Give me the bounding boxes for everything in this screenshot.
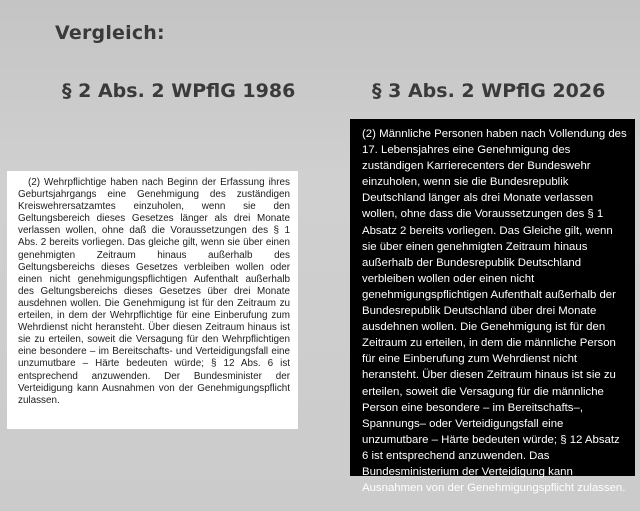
law-text-2026-panel	[350, 119, 635, 495]
law-text-1986: (2) Wehrpflichtige haben nach Beginn der Erfassung ihres Geburtsjahrgangs eine Genehmigung des zuständigen Kreiswehrersatzamtes einzuholen, wenn sie den Geltungsbereich dieses Gesetzes länger als drei Monate verlassen wollen, ohne daß die Voraussetzungen des § 1 Abs. 2 bereits vorliegen. Das gleiche gilt, wenn sie über einen genehmigten Zeitraum hinaus außerhalb des Geltungsbereichs dieses Gesetzes verbleiben wollen oder einen nicht genehmigungspflichtigen Aufenthalt außerhalb des Geltungsbereichs dieses Gesetzes über drei Monate ausdehnen wollen. Die Genehmigung ist für den Zeitraum zu erteilen, in dem der Wehrpflichtige für eine Einberufung zum Wehrdienst nicht heransteht. Über diesen Zeitraum hinaus ist sie zu erteilen, soweit die Versagung für den Wehrpflichtigen eine besondere – im Bereitschafts- und Verteidigungsfall eine unzumutbare – Härte bedeuten würde; § 12 Abs. 6 ist entsprechend anzuwenden. Der Bundesminister der Verteidigung kann Ausnahmen von der Genehmigungspflicht zulassen.	[18, 177, 290, 406]
right-heading: § 3 Abs. 2 WPflG 2026	[372, 80, 606, 102]
page-title: Vergleich:	[55, 22, 165, 44]
law-text-1986-panel	[7, 171, 298, 429]
law-text-2026: (2) Männliche Personen haben nach Vollendung des 17. Lebensjahres eine Genehmigung des zuständigen Karrierecenters der Bundeswehr einzuholen, wenn sie die Bundesrepublik Deutschland länger als drei Monate verlassen wollen, ohne dass die Voraussetzungen des § 1 Absatz 2 bereits vorliegen. Das Gleiche gilt, wenn sie über einen genehmigten Zeitraum hinaus außerhalb der Bundesrepublik Deutschland verbleiben wollen oder einen nicht genehmigungspflichtigen Aufenthalt außerhalb der Bundesrepublik Deutschland über drei Monate ausdehnen wollen. Die Genehmigung ist für den Zeitraum zu erteilen, in dem die männliche Person für eine Einberufung zum Wehrdienst nicht heransteht. Über diesen Zeitraum hinaus ist sie zu erteilen, soweit die Versagung für die männliche Person eine besondere – im Bereitschafts–, Spannungs– oder Verteidigungsfall eine unzumutbare – Härte bedeuten würde; § 12 Absatz 6 ist entsprechend anzuwenden. Das Bundesministerium der Verteidigung kann Ausnahmen von der Genehmigungspflicht zulassen.	[362, 128, 627, 495]
left-heading: § 2 Abs. 2 WPflG 1986	[62, 80, 296, 102]
